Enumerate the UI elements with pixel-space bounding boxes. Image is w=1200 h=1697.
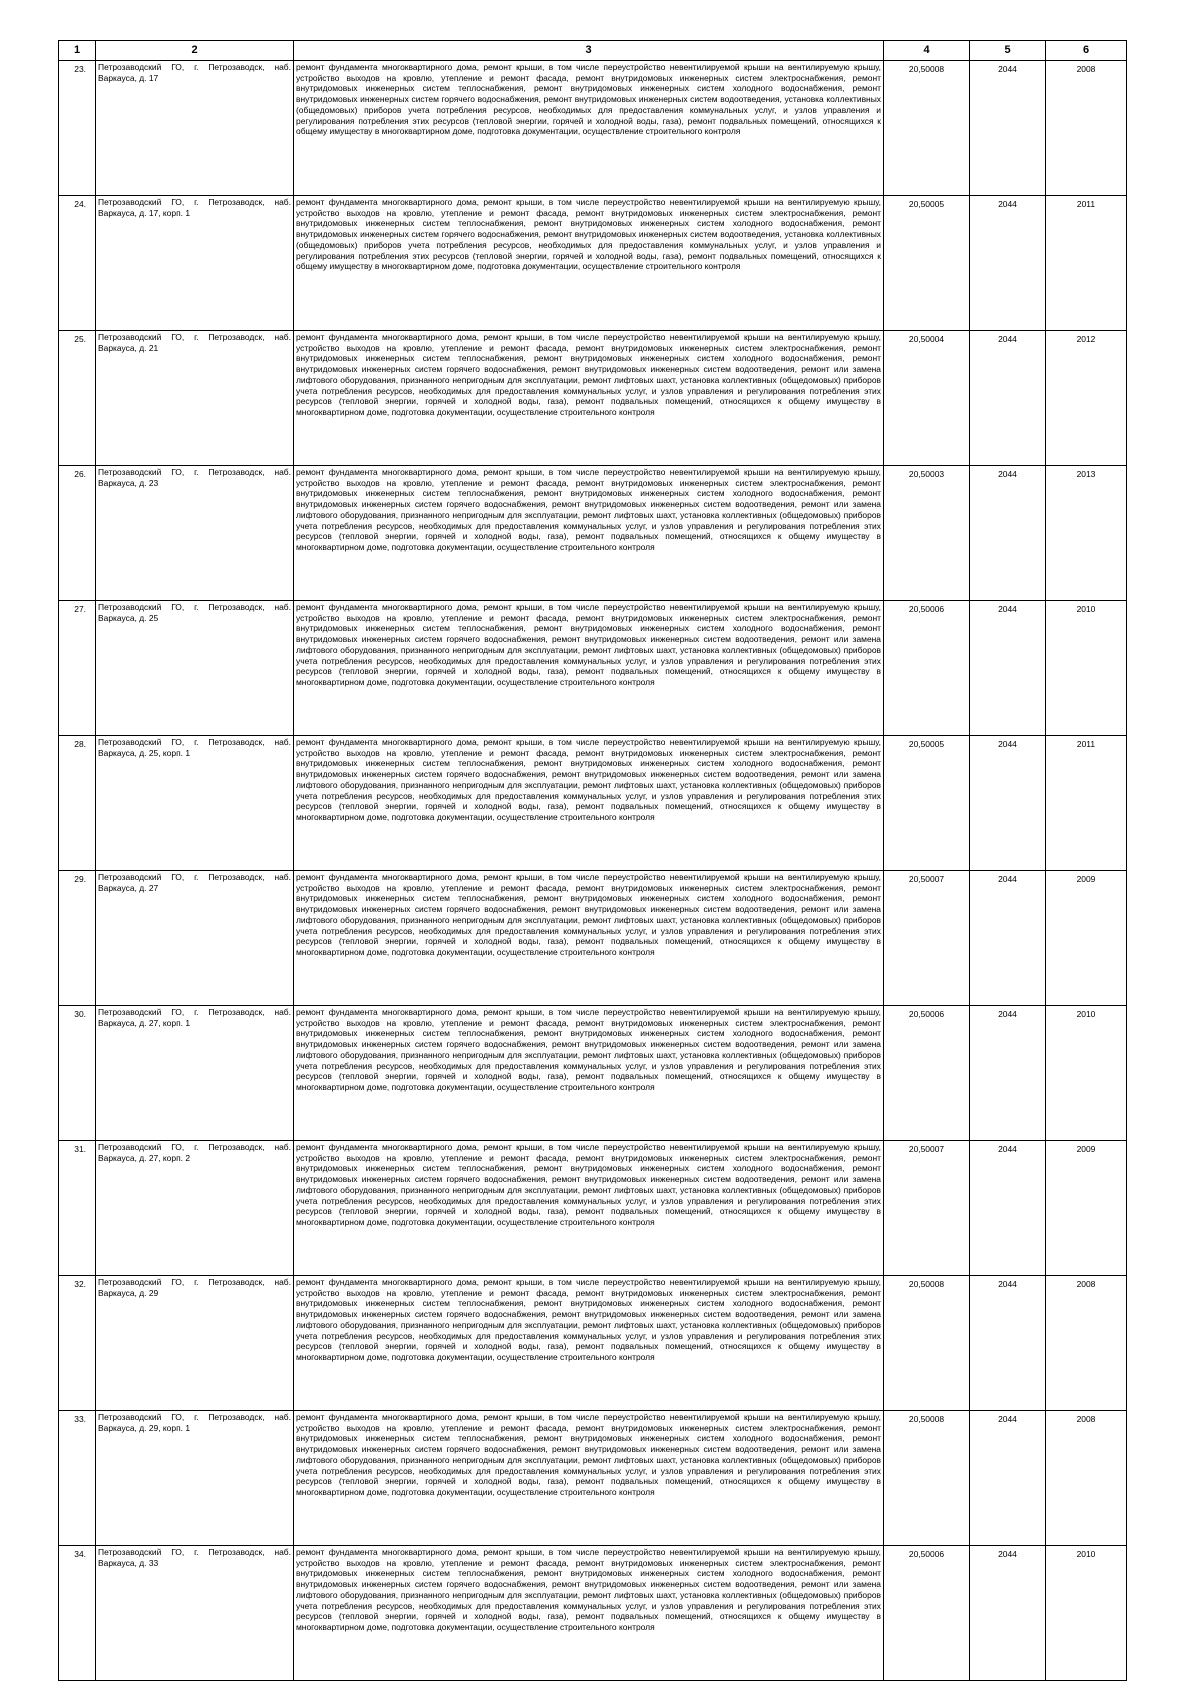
row-number-cell: 30. [59, 1006, 96, 1141]
column-6-cell: 2010 [1046, 1006, 1127, 1141]
column-4-cell: 20,50008 [884, 1276, 970, 1411]
column-6-cell: 2008 [1046, 1411, 1127, 1546]
table-row [59, 871, 1127, 1006]
column-4-cell: 20,50006 [884, 601, 970, 736]
table-row [59, 196, 1127, 331]
row-number-cell: 23. [59, 61, 96, 196]
address-cell: Петрозаводский ГО, г. Петрозаводск, наб. Варкауса, д. 17 [96, 61, 294, 196]
row-number-cell: 28. [59, 736, 96, 871]
row-number-cell: 29. [59, 871, 96, 1006]
address-cell: Петрозаводский ГО, г. Петрозаводск, наб. Варкауса, д. 29 [96, 1276, 294, 1411]
works-cell: ремонт фундамента многоквартирного дома, ремонт крыши, в том числе переустройство невентилируемой крыши на вентилируемую крышу, устройство выходов на кровлю, утепление и ремонт фасада, ремонт внутридомовых инженерных систем электроснабжения, ремонт внутридомовых инженерных систем теплоснабжения, ремонт внутридомовых инженерных систем холодного водоснабжения, ремонт внутридомовых инженерных систем горячего водоснабжения, ремонт внутридомовых инженерных систем водоотведения, ремонт или замена лифтового оборудования, признанного непригодным для эксплуатации, ремонт лифтовых шахт, установка коллективных (общедомовых) приборов учета потребления ресурсов, необходимых для предоставления коммунальных услуг, и узлов управления и регулирования потребления этих ресурсов (тепловой энергии, горячей и холодной воды, газа), ремонт подвальных помещений, относящихся к общему имуществу в многоквартирном доме, подготовка документации, осуществление строительного контроля [294, 1006, 884, 1141]
address-cell: Петрозаводский ГО, г. Петрозаводск, наб. Варкауса, д. 17, корп. 1 [96, 196, 294, 331]
address-cell: Петрозаводский ГО, г. Петрозаводск, наб. Варкауса, д. 23 [96, 466, 294, 601]
column-5-cell: 2044 [970, 736, 1046, 871]
capital-repair-table [58, 40, 1127, 1681]
address-cell: Петрозаводский ГО, г. Петрозаводск, наб. Варкауса, д. 27, корп. 2 [96, 1141, 294, 1276]
column-4-cell: 20,50004 [884, 331, 970, 466]
table-row [59, 736, 1127, 871]
column-5-cell: 2044 [970, 196, 1046, 331]
column-6-cell: 2009 [1046, 1141, 1127, 1276]
works-cell: ремонт фундамента многоквартирного дома, ремонт крыши, в том числе переустройство невентилируемой крыши на вентилируемую крышу, устройство выходов на кровлю, утепление и ремонт фасада, ремонт внутридомовых инженерных систем электроснабжения, ремонт внутридомовых инженерных систем теплоснабжения, ремонт внутридомовых инженерных систем холодного водоснабжения, ремонт внутридомовых инженерных систем горячего водоснабжения, ремонт внутридомовых инженерных систем водоотведения, ремонт или замена лифтового оборудования, признанного непригодным для эксплуатации, ремонт лифтовых шахт, установка коллективных (общедомовых) приборов учета потребления ресурсов, необходимых для предоставления коммунальных услуг, и узлов управления и регулирования потребления этих ресурсов (тепловой энергии, горячей и холодной воды, газа), ремонт подвальных помещений, относящихся к общему имуществу в многоквартирном доме, подготовка документации, осуществление строительного контроля [294, 736, 884, 871]
table-row [59, 1411, 1127, 1546]
table-row [59, 331, 1127, 466]
table-row [59, 466, 1127, 601]
works-cell: ремонт фундамента многоквартирного дома, ремонт крыши, в том числе переустройство невентилируемой крыши на вентилируемую крышу, устройство выходов на кровлю, утепление и ремонт фасада, ремонт внутридомовых инженерных систем электроснабжения, ремонт внутридомовых инженерных систем теплоснабжения, ремонт внутридомовых инженерных систем холодного водоснабжения, ремонт внутридомовых инженерных систем горячего водоснабжения, ремонт внутридомовых инженерных систем водоотведения, ремонт или замена лифтового оборудования, признанного непригодным для эксплуатации, ремонт лифтовых шахт, установка коллективных (общедомовых) приборов учета потребления ресурсов, необходимых для предоставления коммунальных услуг, и узлов управления и регулирования потребления этих ресурсов (тепловой энергии, горячей и холодной воды, газа), ремонт подвальных помещений, относящихся к общему имуществу в многоквартирном доме, подготовка документации, осуществление строительного контроля [294, 871, 884, 1006]
column-header-3: 3 [294, 41, 884, 61]
column-5-cell: 2044 [970, 601, 1046, 736]
row-number-cell: 32. [59, 1276, 96, 1411]
column-4-cell: 20,50007 [884, 1141, 970, 1276]
address-cell: Петрозаводский ГО, г. Петрозаводск, наб. Варкауса, д. 21 [96, 331, 294, 466]
works-cell: ремонт фундамента многоквартирного дома, ремонт крыши, в том числе переустройство невентилируемой крыши на вентилируемую крышу, устройство выходов на кровлю, утепление и ремонт фасада, ремонт внутридомовых инженерных систем электроснабжения, ремонт внутридомовых инженерных систем теплоснабжения, ремонт внутридомовых инженерных систем холодного водоснабжения, ремонт внутридомовых инженерных систем горячего водоснабжения, ремонт внутридомовых инженерных систем водоотведения, ремонт или замена лифтового оборудования, признанного непригодным для эксплуатации, ремонт лифтовых шахт, установка коллективных (общедомовых) приборов учета потребления ресурсов, необходимых для предоставления коммунальных услуг, и узлов управления и регулирования потребления этих ресурсов (тепловой энергии, горячей и холодной воды, газа), ремонт подвальных помещений, относящихся к общему имуществу в многоквартирном доме, подготовка документации, осуществление строительного контроля [294, 1141, 884, 1276]
row-number-cell: 27. [59, 601, 96, 736]
column-5-cell: 2044 [970, 1546, 1046, 1681]
table-row [59, 1006, 1127, 1141]
row-number-cell: 34. [59, 1546, 96, 1681]
column-6-cell: 2011 [1046, 196, 1127, 331]
column-header-4: 4 [884, 41, 970, 61]
column-5-cell: 2044 [970, 1276, 1046, 1411]
works-cell: ремонт фундамента многоквартирного дома, ремонт крыши, в том числе переустройство невентилируемой крыши на вентилируемую крышу, устройство выходов на кровлю, утепление и ремонт фасада, ремонт внутридомовых инженерных систем электроснабжения, ремонт внутридомовых инженерных систем теплоснабжения, ремонт внутридомовых инженерных систем холодного водоснабжения, ремонт внутридомовых инженерных систем горячего водоснабжения, ремонт внутридомовых инженерных систем водоотведения, ремонт или замена лифтового оборудования, признанного непригодным для эксплуатации, ремонт лифтовых шахт, установка коллективных (общедомовых) приборов учета потребления ресурсов, необходимых для предоставления коммунальных услуг, и узлов управления и регулирования потребления этих ресурсов (тепловой энергии, горячей и холодной воды, газа), ремонт подвальных помещений, относящихся к общему имуществу в многоквартирном доме, подготовка документации, осуществление строительного контроля [294, 466, 884, 601]
address-cell: Петрозаводский ГО, г. Петрозаводск, наб. Варкауса, д. 33 [96, 1546, 294, 1681]
column-5-cell: 2044 [970, 466, 1046, 601]
column-5-cell: 2044 [970, 61, 1046, 196]
address-cell: Петрозаводский ГО, г. Петрозаводск, наб. Варкауса, д. 27, корп. 1 [96, 1006, 294, 1141]
table-header-row [59, 41, 1127, 61]
column-4-cell: 20,50005 [884, 196, 970, 331]
column-header-5: 5 [970, 41, 1046, 61]
row-number-cell: 25. [59, 331, 96, 466]
column-6-cell: 2011 [1046, 736, 1127, 871]
address-cell: Петрозаводский ГО, г. Петрозаводск, наб. Варкауса, д. 25, корп. 1 [96, 736, 294, 871]
column-6-cell: 2009 [1046, 871, 1127, 1006]
column-header-6: 6 [1046, 41, 1127, 61]
column-6-cell: 2012 [1046, 331, 1127, 466]
column-5-cell: 2044 [970, 1141, 1046, 1276]
column-6-cell: 2010 [1046, 1546, 1127, 1681]
table-row [59, 601, 1127, 736]
column-header-2: 2 [96, 41, 294, 61]
column-6-cell: 2013 [1046, 466, 1127, 601]
address-cell: Петрозаводский ГО, г. Петрозаводск, наб. Варкауса, д. 29, корп. 1 [96, 1411, 294, 1546]
works-cell: ремонт фундамента многоквартирного дома, ремонт крыши, в том числе переустройство невентилируемой крыши на вентилируемую крышу, устройство выходов на кровлю, утепление и ремонт фасада, ремонт внутридомовых инженерных систем электроснабжения, ремонт внутридомовых инженерных систем теплоснабжения, ремонт внутридомовых инженерных систем холодного водоснабжения, ремонт внутридомовых инженерных систем горячего водоснабжения, ремонт внутридомовых инженерных систем водоотведения, ремонт или замена лифтового оборудования, признанного непригодным для эксплуатации, ремонт лифтовых шахт, установка коллективных (общедомовых) приборов учета потребления ресурсов, необходимых для предоставления коммунальных услуг, и узлов управления и регулирования потребления этих ресурсов (тепловой энергии, горячей и холодной воды, газа), ремонт подвальных помещений, относящихся к общему имуществу в многоквартирном доме, подготовка документации, осуществление строительного контроля [294, 1276, 884, 1411]
works-cell: ремонт фундамента многоквартирного дома, ремонт крыши, в том числе переустройство невентилируемой крыши на вентилируемую крышу, устройство выходов на кровлю, утепление и ремонт фасада, ремонт внутридомовых инженерных систем электроснабжения, ремонт внутридомовых инженерных систем теплоснабжения, ремонт внутридомовых инженерных систем холодного водоснабжения, ремонт внутридомовых инженерных систем горячего водоснабжения, ремонт внутридомовых инженерных систем водоотведения, установка коллективных (общедомовых) приборов учета потребления ресурсов, необходимых для предоставления коммунальных услуг, и узлов управления и регулирования потребления этих ресурсов (тепловой энергии, горячей и холодной воды, газа), ремонт подвальных помещений, относящихся к общему имуществу в многоквартирном доме, подготовка документации, осуществление строительного контроля [294, 196, 884, 331]
row-number-cell: 24. [59, 196, 96, 331]
column-4-cell: 20,50006 [884, 1006, 970, 1141]
column-4-cell: 20,50008 [884, 1411, 970, 1546]
row-number-cell: 31. [59, 1141, 96, 1276]
address-cell: Петрозаводский ГО, г. Петрозаводск, наб. Варкауса, д. 27 [96, 871, 294, 1006]
address-cell: Петрозаводский ГО, г. Петрозаводск, наб. Варкауса, д. 25 [96, 601, 294, 736]
column-5-cell: 2044 [970, 331, 1046, 466]
column-6-cell: 2010 [1046, 601, 1127, 736]
works-cell: ремонт фундамента многоквартирного дома, ремонт крыши, в том числе переустройство невентилируемой крыши на вентилируемую крышу, устройство выходов на кровлю, утепление и ремонт фасада, ремонт внутридомовых инженерных систем электроснабжения, ремонт внутридомовых инженерных систем теплоснабжения, ремонт внутридомовых инженерных систем холодного водоснабжения, ремонт внутридомовых инженерных систем горячего водоснабжения, ремонт внутридомовых инженерных систем водоотведения, ремонт или замена лифтового оборудования, признанного непригодным для эксплуатации, ремонт лифтовых шахт, установка коллективных (общедомовых) приборов учета потребления ресурсов, необходимых для предоставления коммунальных услуг, и узлов управления и регулирования потребления этих ресурсов (тепловой энергии, горячей и холодной воды, газа), ремонт подвальных помещений, относящихся к общему имуществу в многоквартирном доме, подготовка документации, осуществление строительного контроля [294, 601, 884, 736]
column-4-cell: 20,50003 [884, 466, 970, 601]
works-cell: ремонт фундамента многоквартирного дома, ремонт крыши, в том числе переустройство невентилируемой крыши на вентилируемую крышу, устройство выходов на кровлю, утепление и ремонт фасада, ремонт внутридомовых инженерных систем электроснабжения, ремонт внутридомовых инженерных систем теплоснабжения, ремонт внутридомовых инженерных систем холодного водоснабжения, ремонт внутридомовых инженерных систем горячего водоснабжения, ремонт внутридомовых инженерных систем водоотведения, ремонт или замена лифтового оборудования, признанного непригодным для эксплуатации, ремонт лифтовых шахт, установка коллективных (общедомовых) приборов учета потребления ресурсов, необходимых для предоставления коммунальных услуг, и узлов управления и регулирования потребления этих ресурсов (тепловой энергии, горячей и холодной воды, газа), ремонт подвальных помещений, относящихся к общему имуществу в многоквартирном доме, подготовка документации, осуществление строительного контроля [294, 1411, 884, 1546]
column-4-cell: 20,50008 [884, 61, 970, 196]
works-cell: ремонт фундамента многоквартирного дома, ремонт крыши, в том числе переустройство невентилируемой крыши на вентилируемую крышу, устройство выходов на кровлю, утепление и ремонт фасада, ремонт внутридомовых инженерных систем электроснабжения, ремонт внутридомовых инженерных систем теплоснабжения, ремонт внутридомовых инженерных систем холодного водоснабжения, ремонт внутридомовых инженерных систем горячего водоснабжения, ремонт внутридомовых инженерных систем водоотведения, ремонт или замена лифтового оборудования, признанного непригодным для эксплуатации, ремонт лифтовых шахт, установка коллективных (общедомовых) приборов учета потребления ресурсов, необходимых для предоставления коммунальных услуг, и узлов управления и регулирования потребления этих ресурсов (тепловой энергии, горячей и холодной воды, газа), ремонт подвальных помещений, относящихся к общему имуществу в многоквартирном доме, подготовка документации, осуществление строительного контроля [294, 331, 884, 466]
document-page [58, 40, 1126, 1681]
row-number-cell: 26. [59, 466, 96, 601]
column-6-cell: 2008 [1046, 1276, 1127, 1411]
works-cell: ремонт фундамента многоквартирного дома, ремонт крыши, в том числе переустройство невентилируемой крыши на вентилируемую крышу, устройство выходов на кровлю, утепление и ремонт фасада, ремонт внутридомовых инженерных систем электроснабжения, ремонт внутридомовых инженерных систем теплоснабжения, ремонт внутридомовых инженерных систем холодного водоснабжения, ремонт внутридомовых инженерных систем горячего водоснабжения, ремонт внутридомовых инженерных систем водоотведения, ремонт или замена лифтового оборудования, признанного непригодным для эксплуатации, ремонт лифтовых шахт, установка коллективных (общедомовых) приборов учета потребления ресурсов, необходимых для предоставления коммунальных услуг, и узлов управления и регулирования потребления этих ресурсов (тепловой энергии, горячей и холодной воды, газа), ремонт подвальных помещений, относящихся к общему имуществу в многоквартирном доме, подготовка документации, осуществление строительного контроля [294, 1546, 884, 1681]
column-6-cell: 2008 [1046, 61, 1127, 196]
row-number-cell: 33. [59, 1411, 96, 1546]
table-row [59, 1141, 1127, 1276]
table-row [59, 61, 1127, 196]
column-4-cell: 20,50005 [884, 736, 970, 871]
column-header-1: 1 [59, 41, 96, 61]
column-5-cell: 2044 [970, 1411, 1046, 1546]
column-5-cell: 2044 [970, 871, 1046, 1006]
column-4-cell: 20,50006 [884, 1546, 970, 1681]
column-5-cell: 2044 [970, 1006, 1046, 1141]
column-4-cell: 20,50007 [884, 871, 970, 1006]
table-row [59, 1276, 1127, 1411]
works-cell: ремонт фундамента многоквартирного дома, ремонт крыши, в том числе переустройство невентилируемой крыши на вентилируемую крышу, устройство выходов на кровлю, утепление и ремонт фасада, ремонт внутридомовых инженерных систем электроснабжения, ремонт внутридомовых инженерных систем теплоснабжения, ремонт внутридомовых инженерных систем холодного водоснабжения, ремонт внутридомовых инженерных систем горячего водоснабжения, ремонт внутридомовых инженерных систем водоотведения, установка коллективных (общедомовых) приборов учета потребления ресурсов, необходимых для предоставления коммунальных услуг, и узлов управления и регулирования потребления этих ресурсов (тепловой энергии, горячей и холодной воды, газа), ремонт подвальных помещений, относящихся к общему имуществу в многоквартирном доме, подготовка документации, осуществление строительного контроля [294, 61, 884, 196]
table-row [59, 1546, 1127, 1681]
